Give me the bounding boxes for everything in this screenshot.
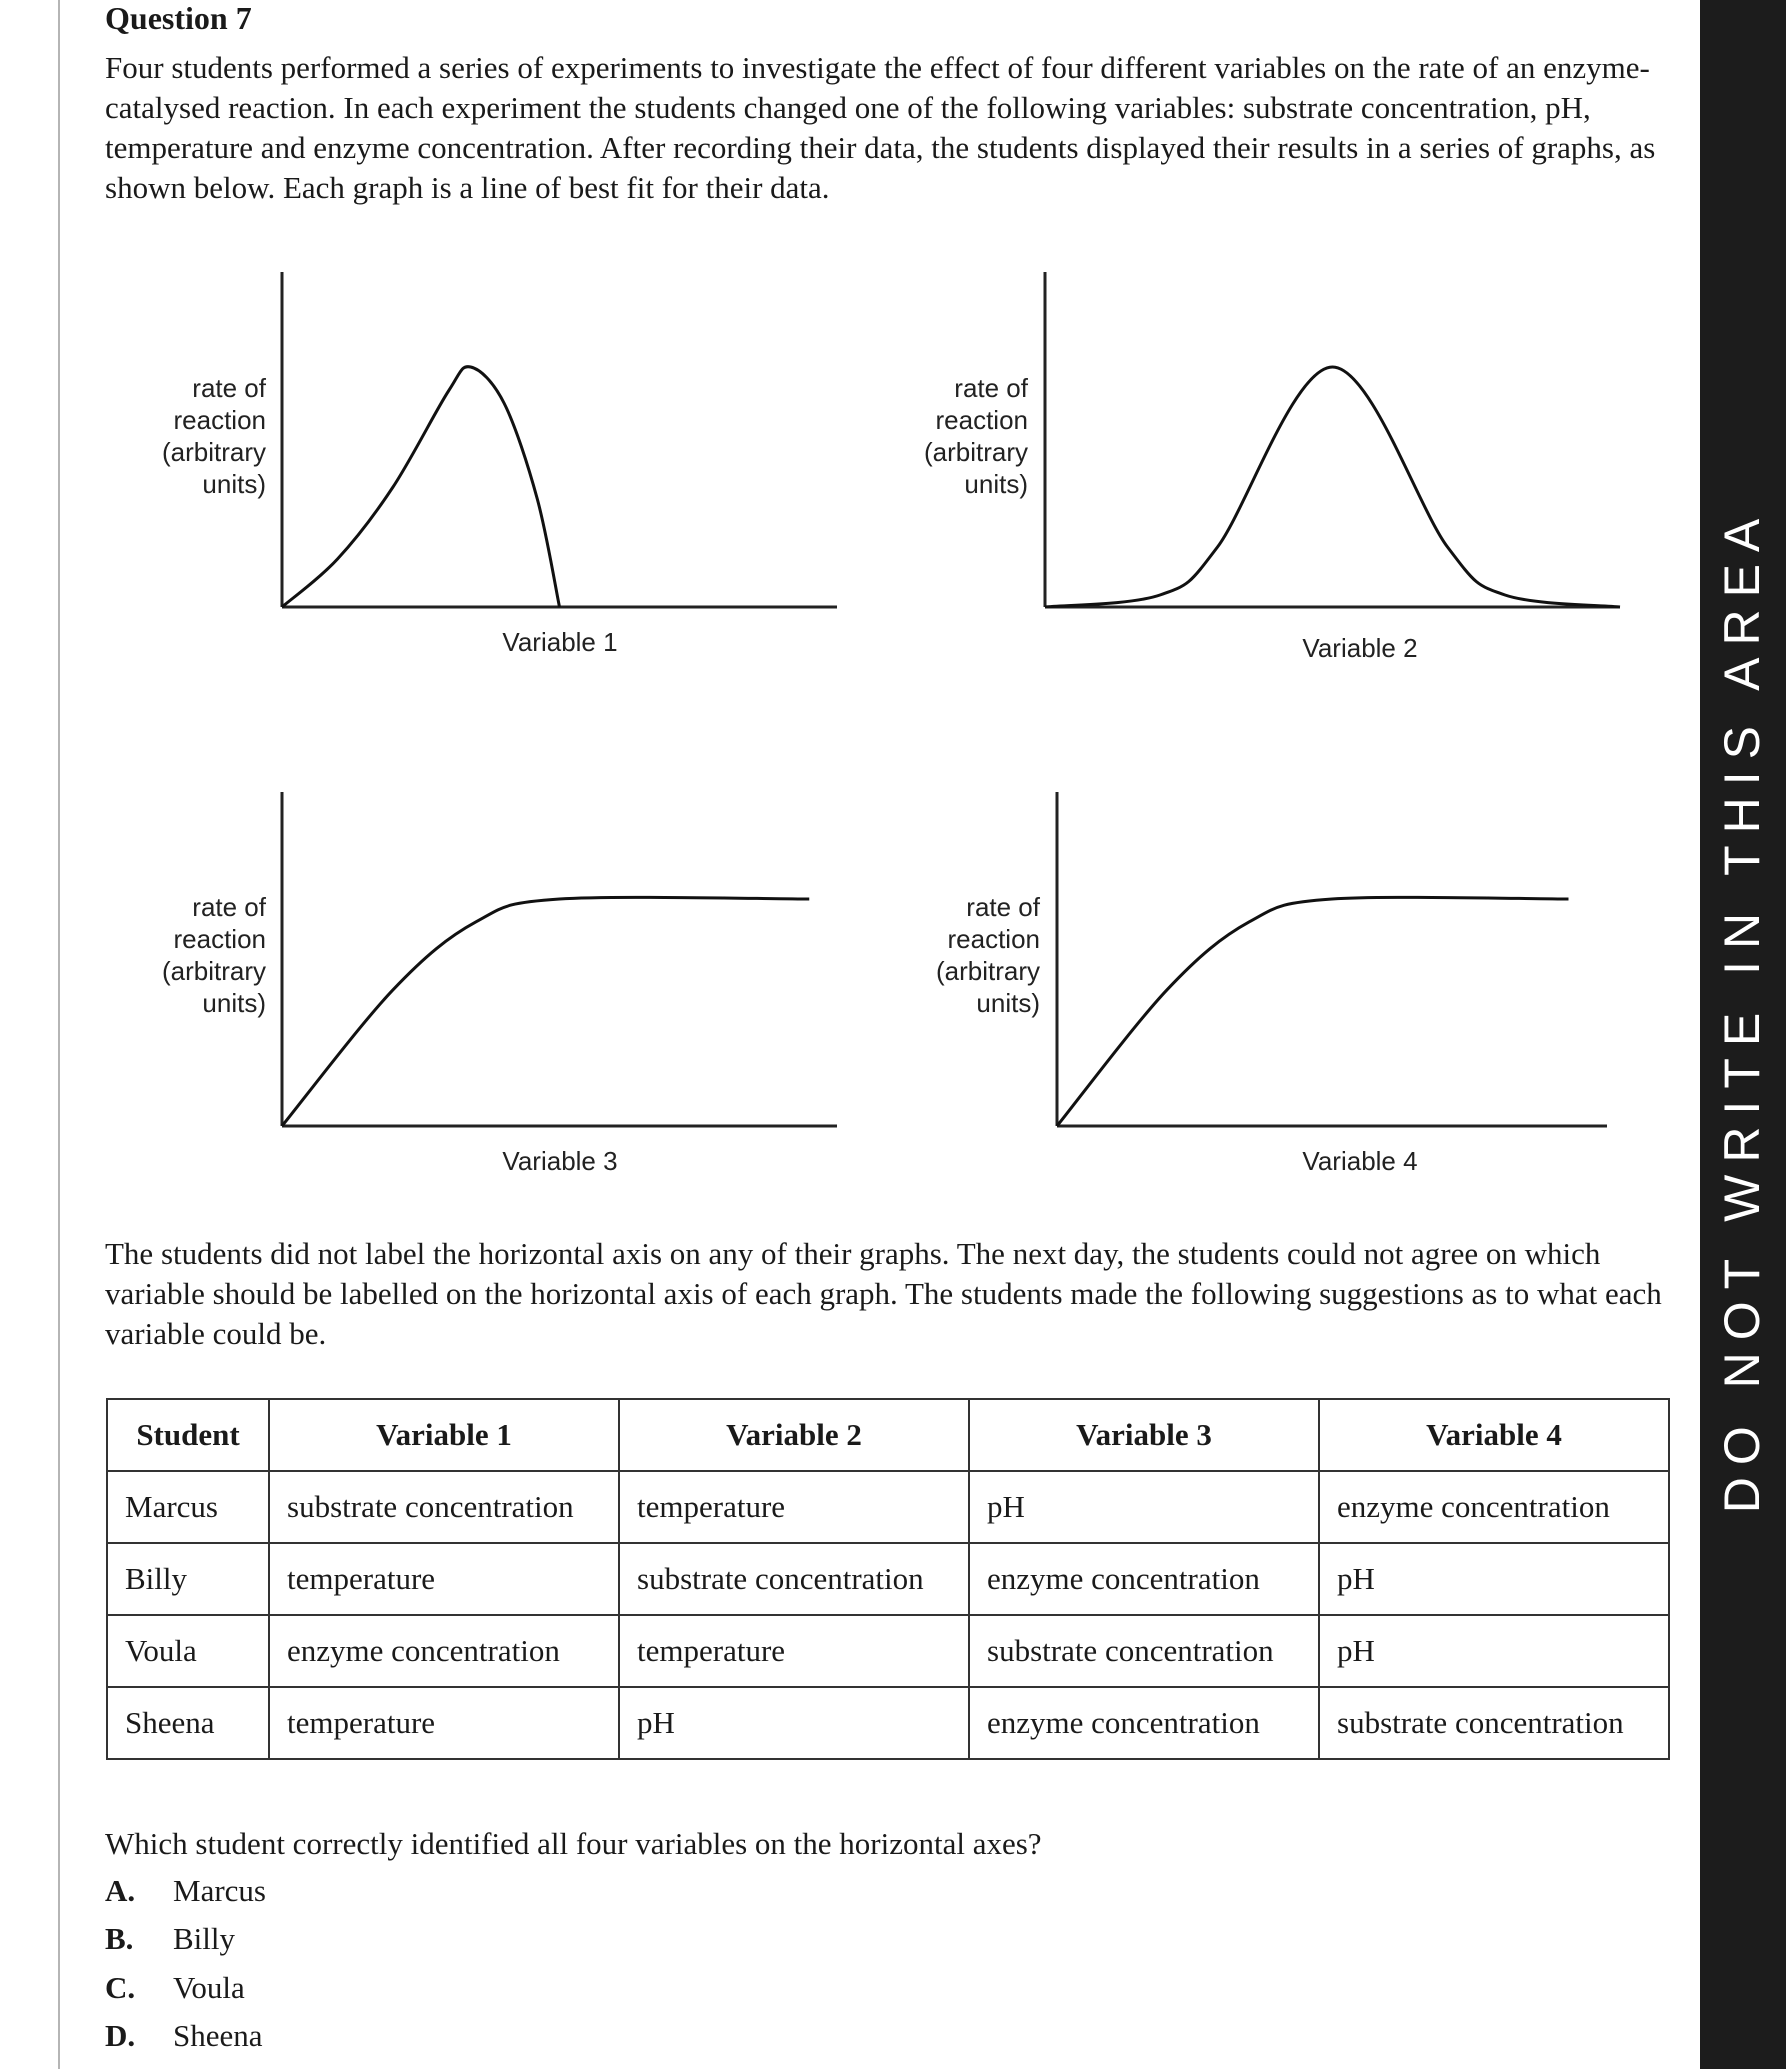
y-axis-label-line: (arbitrary — [161, 437, 266, 467]
option-letter: A. — [105, 1873, 136, 1908]
y-axis-label-line: (arbitrary — [161, 956, 266, 986]
y-axis-label-line: reaction — [947, 924, 1040, 954]
option-text: Marcus — [173, 1873, 266, 1908]
option-a[interactable] — [105, 1873, 266, 1909]
series-line — [282, 367, 560, 607]
table-header-cell: Variable 1 — [269, 1399, 619, 1471]
table-header-cell: Variable 3 — [969, 1399, 1319, 1471]
table-cell: substrate concentration — [619, 1543, 969, 1615]
table-cell: enzyme concentration — [969, 1543, 1319, 1615]
side-notice: DO NOT WRITE IN THIS AREA — [1714, 506, 1770, 1514]
table-cell-student: Billy — [107, 1543, 269, 1615]
table-cell-student: Voula — [107, 1615, 269, 1687]
y-axis-label-line: (arbitrary — [923, 437, 1028, 467]
y-axis-label-line: reaction — [173, 405, 266, 435]
table-cell: pH — [969, 1471, 1319, 1543]
table-header-row — [107, 1399, 1669, 1471]
graph-3 — [162, 792, 837, 1176]
y-axis-label-line: rate of — [954, 373, 1028, 403]
option-letter: C. — [105, 1970, 136, 2005]
y-axis-label-line: (arbitrary — [935, 956, 1040, 986]
table-cell-student: Sheena — [107, 1687, 269, 1759]
table-row — [107, 1543, 1669, 1615]
table-cell: enzyme concentration — [1319, 1471, 1669, 1543]
table-cell: substrate concentration — [969, 1615, 1319, 1687]
option-c[interactable] — [105, 1970, 245, 2006]
option-d[interactable] — [105, 2018, 263, 2054]
question-prompt: Which student correctly identified all four variables on the horizontal axes? — [105, 1826, 1042, 1861]
table-cell: substrate concentration — [1319, 1687, 1669, 1759]
x-axis-label: Variable 1 — [502, 627, 618, 657]
table-cell: substrate concentration — [269, 1471, 619, 1543]
option-b[interactable] — [105, 1921, 235, 1957]
question-title: Question 7 — [105, 0, 252, 36]
x-axis-label: Variable 3 — [502, 1146, 618, 1176]
graph-4 — [936, 792, 1607, 1176]
table-header-cell: Variable 2 — [619, 1399, 969, 1471]
y-axis-label — [162, 373, 267, 499]
y-axis-label — [936, 892, 1041, 1018]
graph-2 — [924, 272, 1620, 663]
table-cell: temperature — [269, 1543, 619, 1615]
graph-1 — [162, 272, 837, 657]
y-axis-label-line: units) — [976, 988, 1040, 1018]
y-axis-label-line: units) — [202, 469, 266, 499]
table-cell: enzyme concentration — [969, 1687, 1319, 1759]
table-cell-student: Marcus — [107, 1471, 269, 1543]
option-text: Voula — [173, 1970, 245, 2005]
table-cell: temperature — [619, 1471, 969, 1543]
y-axis-label — [924, 373, 1029, 499]
option-text: Sheena — [173, 2018, 263, 2053]
option-letter: D. — [105, 2018, 136, 2053]
y-axis-label-line: rate of — [192, 892, 266, 922]
series-line — [1045, 367, 1620, 607]
question-middle-text: The students did not label the horizontal axis on any of their graphs. The next day, the students could not agree on which variable should be labelled on the horizontal axis of each graph. The students made the following suggestions as to what each variable could be. — [105, 1236, 1662, 1351]
y-axis-label-line: rate of — [966, 892, 1040, 922]
series-line — [1057, 897, 1569, 1126]
table-cell: temperature — [269, 1687, 619, 1759]
option-letter: B. — [105, 1921, 134, 1956]
option-text: Billy — [173, 1921, 236, 1956]
y-axis-label-line: units) — [202, 988, 266, 1018]
table-cell: pH — [619, 1687, 969, 1759]
question-intro: Four students performed a series of experiments to investigate the effect of four different variables on the rate of an enzyme-catalysed reaction. In each experiment the students changed one of the following variables: substrate concentration, pH, temperature and enzyme concentration. After recording their data, the students displayed their results in a series of graphs, as shown below. Each graph is a line of best fit for their data. — [105, 50, 1656, 205]
y-axis-label-line: units) — [964, 469, 1028, 499]
table-row — [107, 1687, 1669, 1759]
table-header-cell: Variable 4 — [1319, 1399, 1669, 1471]
table-cell: pH — [1319, 1543, 1669, 1615]
table-header-cell: Student — [107, 1399, 269, 1471]
y-axis-label — [162, 892, 267, 1018]
table-row — [107, 1615, 1669, 1687]
x-axis-label: Variable 2 — [1302, 633, 1418, 663]
x-axis-label: Variable 4 — [1302, 1146, 1418, 1176]
table-cell: enzyme concentration — [269, 1615, 619, 1687]
variables-table — [106, 1398, 1670, 1760]
y-axis-label-line: rate of — [192, 373, 266, 403]
y-axis-label-line: reaction — [935, 405, 1028, 435]
table-cell: temperature — [619, 1615, 969, 1687]
y-axis-label-line: reaction — [173, 924, 266, 954]
table-cell: pH — [1319, 1615, 1669, 1687]
table-row — [107, 1471, 1669, 1543]
series-line — [282, 897, 809, 1126]
